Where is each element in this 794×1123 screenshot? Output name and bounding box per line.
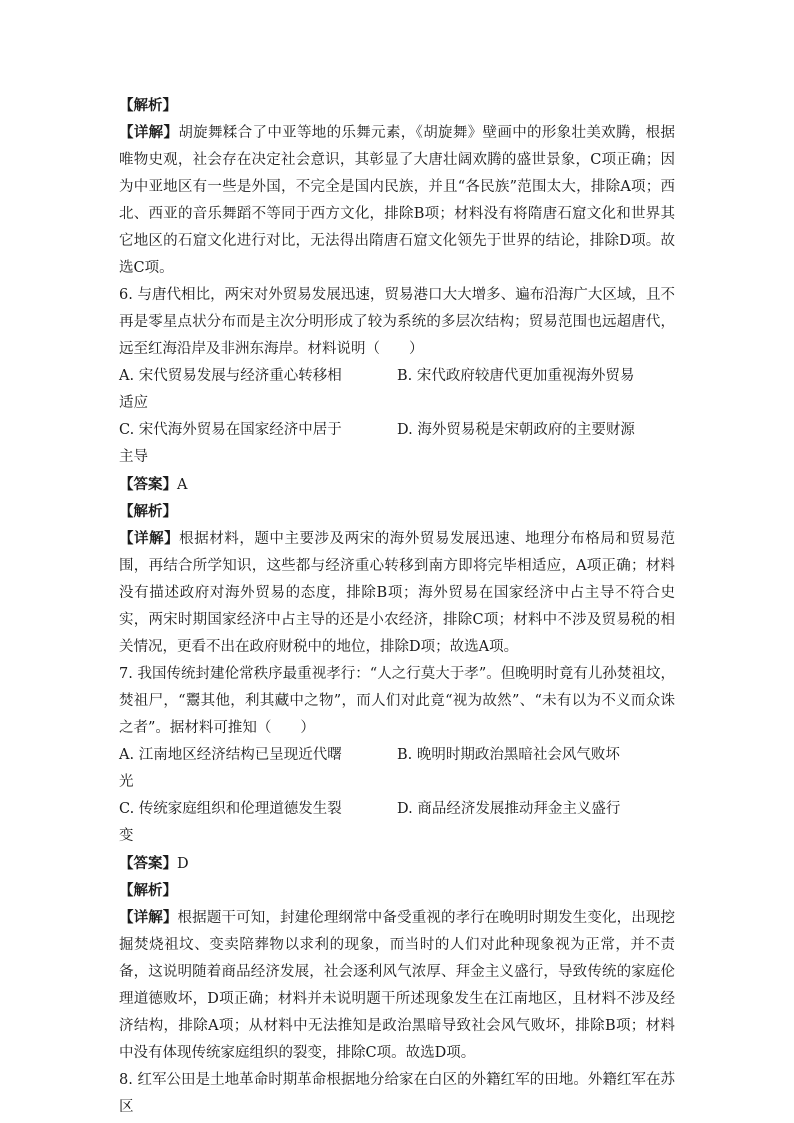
q7-detail-text: 根据题干可知，封建伦理纲常中备受重视的孝行在晚明时期发生变化，出现挖掘焚烧祖坟、变卖陪葬物以求利的现象，而当时的人们对此种现象视为正常，并不责备，这说明随着商品经济发展，社会逐利风气浓厚、拜金主义盛行，导致传统的家庭伦理道德败坏，D项正确；材料并未说明题干所述现象发生在江南地区，且材料不涉及经济结构，排除A项；从材料中无法推知是政治黑暗导致社会风气败坏，排除B项；材料中没有体现传统家庭组织的裂变，排除C项。故选D项。 xyxy=(119,910,676,1061)
q6-analysis-tag: 【解析】 xyxy=(119,503,177,520)
q6-answer-value: A xyxy=(177,477,188,493)
q7-answer-tag: 【答案】 xyxy=(119,855,177,872)
q6-option-c: C. 宋代海外贸易在国家经济中居于主导 xyxy=(119,422,342,465)
q6-answer xyxy=(119,471,675,498)
q6-options-row-2 xyxy=(119,417,675,471)
q6-option-b: B. 宋代政府较唐代更加重视海外贸易 xyxy=(397,368,635,384)
q7-detail xyxy=(119,904,675,1067)
q6-options-row-1 xyxy=(119,363,675,417)
q7-option-b: B. 晚明时期政治黑暗社会风气败坏 xyxy=(397,747,620,763)
q7-option-d: D. 商品经济发展推动拜金主义盛行 xyxy=(397,801,621,817)
q6-detail-text: 根据材料，题中主要涉及两宋的海外贸易发展迅速、地理分布格局和贸易范围，再结合所学知识，这些都与经济重心转移到南方即将完毕相适应，A项正确；材料没有描述政府对海外贸易的态度，排除B项；海外贸易在国家经济中占主导不符合史实，两宋时期国家经济中占主导的还是小农经济，排除C项；材料中不涉及贸易税的相关情况，更看不出在政府财税中的地位，排除D项；故选A项。 xyxy=(119,531,676,655)
q7-option-c: C. 传统家庭组织和伦理道德发生裂变 xyxy=(119,801,342,844)
document-page xyxy=(119,92,675,1121)
q7-answer xyxy=(119,850,675,877)
q5-detail-text: 胡旋舞糅合了中亚等地的乐舞元素，《胡旋舞》壁画中的形象壮美欢腾，根据唯物史观，社会存在决定社会意识，其彰显了大唐壮阔欢腾的盛世景象，C项正确；因为中亚地区有一些是外国，不完全是国内民族，并且“各民族”范围太大，排除A项；西北、西亚的音乐舞蹈不等同于西方文化，排除B项；材料没有将隋唐石窟文化和世界其它地区的石窟文化进行对比，无法得出隋唐石窟文化领先于世界的结论，排除D项。故选C项。 xyxy=(119,125,676,276)
q7-options-row-2 xyxy=(119,796,675,850)
q5-detail-tag: 【详解】 xyxy=(119,124,179,141)
q6-detail-tag: 【详解】 xyxy=(119,530,180,547)
q7-options-row-1 xyxy=(119,742,675,796)
q6-option-d: D. 海外贸易税是宋朝政府的主要财源 xyxy=(397,422,635,438)
q6-answer-tag: 【答案】 xyxy=(119,476,177,493)
q6-stem: 6. 与唐代相比，两宋对外贸易发展迅速，贸易港口大大增多、遍布沿海广大区域，且不再是零星点状分布而是主次分明形成了较为系统的多层次结构；贸易范围也远超唐代，远至红海沿岸及非洲东海岸。材料说明（ ） xyxy=(119,287,675,357)
q6-option-a: A. 宋代贸易发展与经济重心转移相适应 xyxy=(119,368,342,411)
q7-analysis-tag: 【解析】 xyxy=(119,882,177,899)
q5-analysis-tag: 【解析】 xyxy=(119,97,177,114)
q6-detail xyxy=(119,525,675,661)
q7-stem: 7. 我国传统封建伦常秩序最重视孝行：“人之行莫大于孝”。但晚明时竟有儿孙焚祖坟，焚祖尸，“鬻其他，利其藏中之物”，而人们对此竟“视为故然”、“未有以为不义而众诛之者”。据材料可推知（ ） xyxy=(119,666,675,736)
q7-answer-value: D xyxy=(177,856,189,872)
q5-detail xyxy=(119,119,675,282)
q8-stem: 8. 红军公田是土地革命时期革命根据地分给家在白区的外籍红军的田地。外籍红军在苏区 xyxy=(119,1072,675,1115)
q7-detail-tag: 【详解】 xyxy=(119,909,178,926)
q7-option-a: A. 江南地区经济结构已呈现近代曙光 xyxy=(119,747,342,790)
